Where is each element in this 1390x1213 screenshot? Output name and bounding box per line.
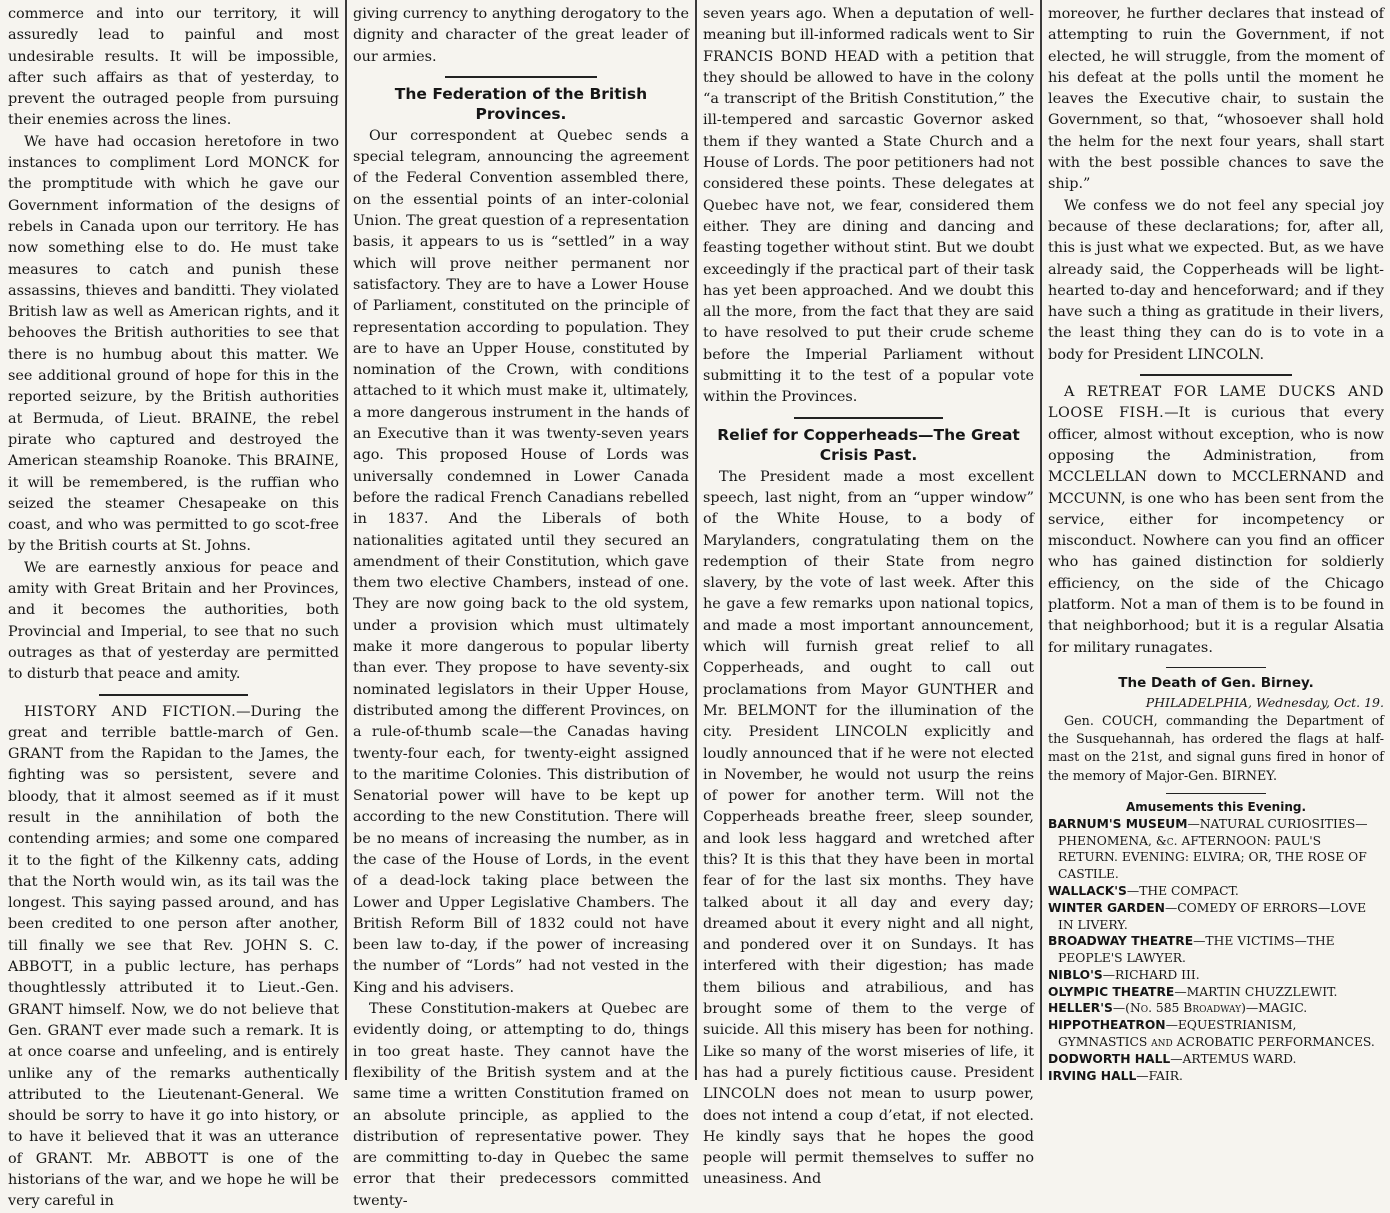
amusement-listing (1048, 1068, 1384, 1085)
article-paragraph: Our correspondent at Quebec sends a special telegram, announcing the agreement of the Federal Convention assembled there, on the essential points of an inter-colonial Union. The great question of a representation basis, it appears to us is “settled” in a way which will prove neither permanent nor satisfactory. They are to have a Lower House of Parliament, constituted on the principle of representation according to population. They are to have an Upper House, constituted by nomination of the Crown, with conditions attached to it which must make it, ultimately, a more dangerous instrument in the hands of an Executive than it was twenty-seven years ago. This proposed House of Lords was universally condemned in Lower Canada before the radical French Canadians rebelled in 1837. And the Liberals of both nationalities agitated until they secured an amendment of their Constitution, which gave them two elective Chambers, instead of one. They are now going back to the old system, under a provision which must ultimately make it more dangerous to popular liberty than ever. They propose to have seventy-six nominated legislators in their Upper House, distributed among the different Provinces, on a rule-of-thumb scale—the Canadas having twenty-four each, for twenty-eight assigned to the maritime Colonies. This distribution of Senatorial power will have to be kept up according to the new Constitution. There will be no means of increasing the number, as in the case of the House of Lords, in the event of a dead-lock taking place between the Lower and Upper Legislative Chambers. The British Reform Bill of 1832 could not have been law to-day, if the power of increasing the number of “Lords” had not vested in the King and his advisers. (353, 127, 689, 996)
amusements-headline: Amusements this Evening. (1125, 799, 1307, 814)
column-4 (1040, 0, 1390, 1083)
column-2 (345, 0, 695, 1209)
amusement-program: —THE COMPACT. (1126, 883, 1239, 898)
amusement-listing (1048, 1017, 1384, 1051)
amusement-listing (1048, 1000, 1384, 1017)
amusement-venue: OLYMPIC THEATRE (1048, 984, 1175, 999)
amusement-venue: DODWORTH HALL (1048, 1051, 1171, 1066)
article-paragraph: moreover, he further declares that instead of attempting to ruin the Government, if not elected, he will struggle, from the moment of his defeat at the polls until the moment he leaves the Executive chair, to sustain the Government, so that, “whosoever shall hold the helm for the next four years, shall start with the best possible chances to save the ship.” (1048, 6, 1384, 193)
column-divider (1166, 793, 1267, 794)
birney-headline: The Death of Gen. Birney. (1118, 674, 1314, 691)
column-divider (794, 417, 943, 419)
birney-dateline: PHILADELPHIA, Wednesday, Oct. 19. (1145, 694, 1384, 710)
amusement-program: —NATURAL CURIOSITIES—PHENOMENA, &c. AFTERNOON: PAUL'S RETURN. EVENING: ELVIRA; OR, THE ROSE OF CASTILE. (1058, 816, 1368, 882)
amusement-venue: WINTER GARDEN (1048, 900, 1165, 915)
amusement-venue: HELLER'S (1048, 1001, 1113, 1016)
amusement-venue: IRVING HALL (1048, 1068, 1137, 1083)
column-3 (695, 0, 1040, 1188)
article-paragraph: These Constitution-makers at Quebec are evidently doing, or attempting to do, things in too great haste. They cannot have the flexibility of the British system and at the same time a written Constitution framed on an absolute principle, as applied to the distribution of representative power. They are committing to-day in Quebec the same error that their predecessors committed twenty- (353, 1001, 689, 1209)
amusement-venue: BARNUM'S MUSEUM (1048, 816, 1188, 831)
history-fiction-paragraph (8, 702, 339, 1213)
amusement-program: —MARTIN CHUZZLEWIT. (1174, 984, 1338, 999)
lame-ducks-paragraph (1048, 382, 1384, 659)
amusement-listing (1048, 984, 1384, 1001)
amusement-listing (1048, 900, 1384, 934)
history-fiction-head: HISTORY AND FICTION. (24, 703, 237, 720)
lame-ducks-text: —It is curious that every officer, almost without exception, who is now opposing the Administration, from MCCLELLAN down to MCCLERNAND and MCCUNN, is one who has been sent from the service, either for incompetency or misconduct. Nowhere can you find an officer who has gained distinction for soldierly efficiency, on the side of the Chicago platform. Not a man of them is to be found in that neighborhood; but it is a regular Alsatia for military runagates. (1048, 405, 1385, 656)
amusement-program: —COMEDY OF ERRORS—LOVE IN LIVERY. (1058, 900, 1367, 932)
article-paragraph: We are earnestly anxious for peace and amity with Great Britain and her Provinces, and it becomes the authorities, both Provincial and Imperial, to see that no such outrages as that of yesterday are permitted to disturb that peace and amity. (8, 559, 339, 683)
column-divider (99, 694, 248, 696)
amusement-listing (1048, 933, 1384, 967)
amusements-list (1048, 816, 1384, 1085)
article-paragraph: commerce and into our territory, it will assuredly lead to painful and most undesirable results. It will be impossible, after such affairs as that of yesterday, to prevent the outraged people from pursuing their enemies across the lines. (8, 6, 339, 129)
amusement-program: —ARTEMUS WARD. (1170, 1051, 1297, 1066)
article-paragraph: giving currency to anything derogatory to the dignity and character of the great leader of our armies. (353, 6, 689, 65)
birney-text: Gen. COUCH, commanding the Department of the Susquehannah, has ordered the flags at half-mast on the 21st, and signal guns fired in honor of the memory of Major-Gen. BIRNEY. (1048, 712, 1384, 783)
amusement-listing (1048, 816, 1384, 883)
amusement-listing (1048, 967, 1384, 984)
amusement-program: —RICHARD III. (1102, 967, 1200, 982)
column-divider (1140, 374, 1291, 376)
article-paragraph: seven years ago. When a deputation of well-meaning but ill-informed radicals went to Sir FRANCIS BOND HEAD with a petition that they should be allowed to have in the colony “a transcript of the British Constitution,” the ill-tempered and sarcastic Governor asked them if they wanted a State Church and a House of Lords. The poor petitioners had not considered these points. These delegates at Quebec have not, we fear, considered them either. They are dining and dancing and feasting together without stint. But we doubt exceedingly if the practical part of their task has yet been approached. And we doubt this all the more, from the fact that they are said to have resolved to put their crude scheme before the Imperial Parliament without submitting it to the test of a popular vote within the Provinces. (703, 6, 1034, 406)
amusement-venue: NIBLO'S (1048, 967, 1103, 982)
article-paragraph: We have had occasion heretofore in two instances to compliment Lord MONCK for the promptitude with which he gave our Government information of the designs of rebels in Canada upon our territory. He has now something else to do. He must take measures to catch and punish these assassins, thieves and banditti. They violated British law as well as American rights, and it behooves the British authorities to see that there is no humbug about this matter. We see additional ground of hope for this in the reported seizure, by the British authorities at Bermuda, of Lieut. BRAINE, the rebel pirate who captured and destroyed the American steamship Roanoke. This BRAINE, it will be remembered, is the ruffian who seized the steamer Chesapeake on this coast, and who was permitted to go scot-free by the British courts at St. Johns. (8, 133, 339, 555)
amusement-program: —THE VICTIMS—THE PEOPLE'S LAWYER. (1058, 934, 1335, 966)
amusement-venue: BROADWAY THEATRE (1048, 934, 1194, 949)
lame-ducks-head: A RETREAT FOR LAME DUCKS AND LOOSE FISH. (1048, 384, 1384, 422)
amusement-program: —FAIR. (1136, 1068, 1183, 1083)
amusement-listing (1048, 883, 1384, 900)
amusement-venue: WALLACK'S (1048, 883, 1127, 898)
history-fiction-text: —During the great and terrible battle-march of Gen. GRANT from the Rapidan to the James, the fighting was so persistent, severe and bloody, that it almost seemed as if it must result in the annihilation of both the contending armies; and some one compared it to the fight of the Kilkenny cats, adding that the North would win, as its tail was the longest. This saying passed around, and has been credited to one person after another, till finally we see that Rev. JOHN S. C. ABBOTT, in a public lecture, has perhaps thoughtlessly attributed it to Lieut.-Gen. GRANT himself. Now, we do not believe that Gen. GRANT ever made such a remark. It is at once coarse and unfeeling, and is entirely unlike any of the remarks authentically attributed to the Lieutenant-General. We should be sorry to have it go into history, or to have it believed that it was an utterance of GRANT. Mr. ABBOTT is one of the historians of the war, and we hope he will be very careful in (8, 703, 339, 1210)
column-divider (1166, 667, 1267, 668)
copperheads-headline: Relief for Copperheads—The Great Crisis Past. (717, 425, 1020, 464)
amusement-program: —EQUESTRIANISM, GYMNASTICS and ACROBATIC PERFORMANCES. (1058, 1018, 1375, 1050)
amusement-venue: HIPPOTHEATRON (1048, 1018, 1166, 1033)
column-divider (445, 76, 596, 78)
column-1 (0, 0, 345, 1210)
amusement-program: —(No. 585 Broadway)—MAGIC. (1112, 1001, 1308, 1016)
amusement-listing (1048, 1051, 1384, 1068)
article-paragraph: The President made a most excellent speech, last night, from an “upper window” of the White House, to a body of Marylanders, congratulating them on the redemption of their State from negro slavery, by the vote of last week. After this he gave a few remarks upon national topics, and made a most important announcement, which will furnish great relief to all Copperheads, and ought to call out proclamations from Mayor GUNTHER and Mr. BELMONT for the illumination of the city. President LINCOLN explicitly and loudly announced that if he were not elected in November, he would not usurp the reins of power for another term. Will not the Copperheads breathe freer, sleep sounder, and look less haggard and wretched after this? It is this that they have been in mortal fear of for the last six months. They have talked about it all day and every day; dreamed about it every night and all night, and pondered over it on Sundays. It has interfered with their digestion; has made them bilious and atrabilious, and has brought some of them to the verge of suicide. All this misery has been for nothing. Like so many of the worst miseries of life, it has had a purely fictitious cause. President LINCOLN does not mean to usurp power, does not intend a coup d’etat, if not elected. He kindly says that he hopes the good people will permit themselves to suffer no uneasiness. And (703, 468, 1034, 1188)
federation-headline: The Federation of the British Provinces. (394, 84, 648, 123)
article-paragraph: We confess we do not feel any special joy because of these declarations; for, after all, this is just what we expected. But, as we have already said, the Copperheads will be light-hearted to-day and henceforward; and if they have such a thing as gratitude in their livers, the least thing they can do is to vote in a body for President LINCOLN. (1048, 197, 1384, 363)
